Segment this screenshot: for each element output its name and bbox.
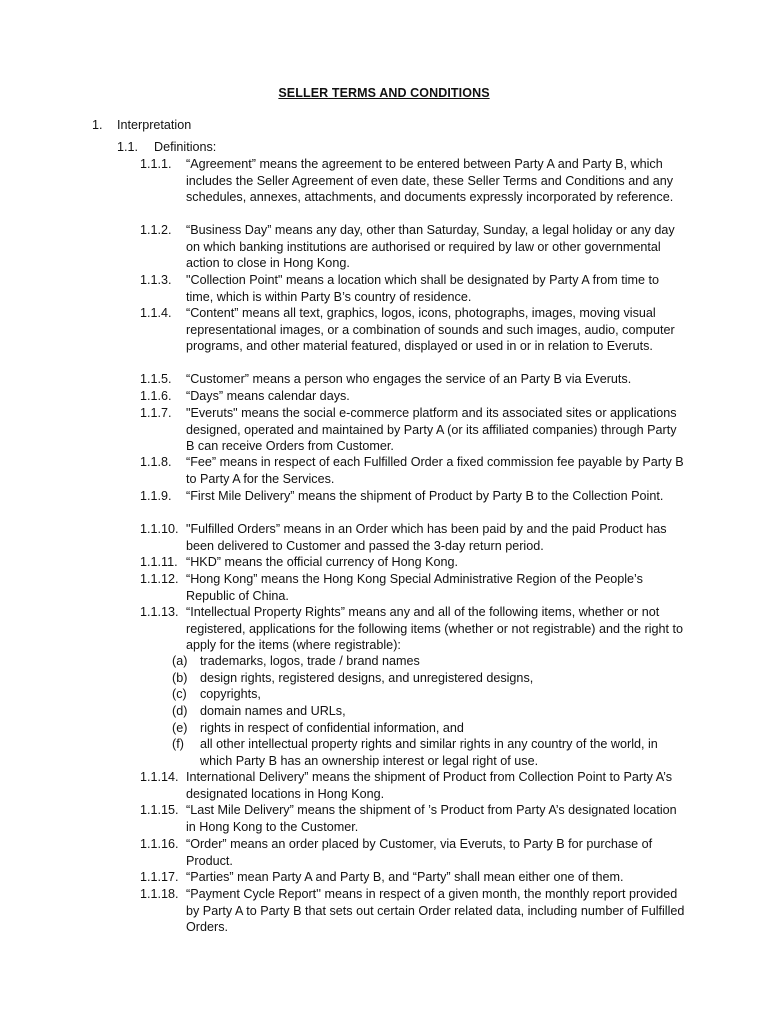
clause-number: 1.1.17. [140,870,179,884]
clause-intellectual-property-rights: “Intellectual Property Rights” means any and all of the following items, whether or not registered, applications for the following items (whether or not registrable) and the right to apply for the items (where registrable): [186,605,684,653]
clause-number: 1.1.10. [140,522,179,536]
clause-customer: “Customer” means a person who engages the service of an Party B via Everuts. [186,372,632,386]
clause-number: 1.1.5. [140,372,172,386]
clause-number: 1.1.8. [140,455,172,469]
ip-item-design-rights: design rights, registered designs, and unregistered designs, [200,671,534,685]
clause-days: “Days” means calendar days. [186,389,350,403]
ip-item-confidential-information: rights in respect of confidential information, and [200,721,464,735]
clause-number: 1.1.13. [140,605,179,619]
ip-item-domain-names: domain names and URLs, [200,704,346,718]
clause-number: 1.1.2. [140,223,172,237]
clause-last-mile-delivery: “Last Mile Delivery” means the shipment of ’s Product from Party A’s designated location in Hong Kong to the Customer. [186,803,677,834]
clause-hkd: “HKD” means the official currency of Hong Kong. [186,555,459,569]
clause-number: 1.1.18. [140,887,179,901]
ip-item-copyrights: copyrights, [200,687,261,701]
clause-number: 1.1.14. [140,770,179,784]
clause-number: 1.1.12. [140,572,179,586]
clause-number: 1.1.6. [140,389,172,403]
clause-number: 1.1.9. [140,489,172,503]
clause-fulfilled-orders: "Fulfilled Orders” means in an Order which has been paid by and the paid Product has been delivered to Customer and passed the 3-day return period. [186,522,667,553]
list-item-marker: (f) [172,737,184,751]
clause-number: 1.1.11. [140,555,178,569]
ip-item-trademarks: trademarks, logos, trade / brand names [200,654,420,668]
list-item-marker: (b) [172,671,188,685]
clause-number: 1.1.3. [140,273,172,287]
clause-payment-cycle-report: “Payment Cycle Report'' means in respect of a given month, the monthly report provided by Party A to Party B that sets out certain Order related data, including number of Fulfilled Orders. [186,887,685,935]
section-heading: Interpretation [117,118,192,132]
clause-international-delivery: International Delivery” means the shipment of Product from Collection Point to Party A’s designated locations in Hong Kong. [186,770,673,801]
list-item-marker: (e) [172,721,188,735]
ip-item-other-rights: all other intellectual property rights and similar rights in any country of the world, in which Party B has an ownership interest or legal right of use. [200,737,658,768]
clause-hong-kong: “Hong Kong” means the Hong Kong Special Administrative Region of the People’s Republic of China. [186,572,643,603]
clause-agreement: “Agreement” means the agreement to be entered between Party A and Party B, which includes the Seller Agreement of even date, these Seller Terms and Conditions and any schedules, annexes, attachments, and documents expressly incorporated by reference. [186,157,674,205]
clause-collection-point: "Collection Point" means a location which shall be designated by Party A from time to time, which is within Party B’s country of residence. [186,273,660,304]
section-number: 1. [92,118,103,132]
clause-number: 1.1.15. [140,803,179,817]
clause-everuts: "Everuts" means the social e-commerce platform and its associated sites or applications designed, operated and maintained by Party A (or its affiliated companies) through Party B can receive Orders from Customer. [186,406,677,454]
clause-number: 1.1.16. [140,837,179,851]
clause-number: 1.1.7. [140,406,172,420]
clause-parties: “Parties” mean Party A and Party B, and “Party” shall mean either one of them. [186,870,624,884]
document-title: SELLER TERMS AND CONDITIONS [278,86,490,100]
clause-first-mile-delivery: “First Mile Delivery” means the shipment of Product by Party B to the Collection Point. [186,489,664,503]
list-item-marker: (c) [172,687,187,701]
clause-business-day: “Business Day” means any day, other than Saturday, Sunday, a legal holiday or any day on which banking institutions are authorised or required by law or other governmental action to close in Hong Kong. [186,223,675,271]
list-item-marker: (d) [172,704,188,718]
clause-number: 1.1.4. [140,306,172,320]
clause-order: “Order” means an order placed by Customer, via Everuts, to Party B for purchase of Product. [186,837,653,868]
clause-content: “Content” means all text, graphics, logos, icons, photographs, images, moving visual representational images, or a combination of sounds and such images, audio, computer programs, and other material featured, displayed or used in or in relation to Everuts. [186,306,675,354]
subsection-number: 1.1. [117,140,139,154]
clause-number: 1.1.1. [140,157,172,171]
list-item-marker: (a) [172,654,188,668]
clause-fee: “Fee” means in respect of each Fulfilled Order a fixed commission fee payable by Party B to Party A for the Services. [186,455,684,486]
subsection-heading: Definitions: [154,140,217,154]
